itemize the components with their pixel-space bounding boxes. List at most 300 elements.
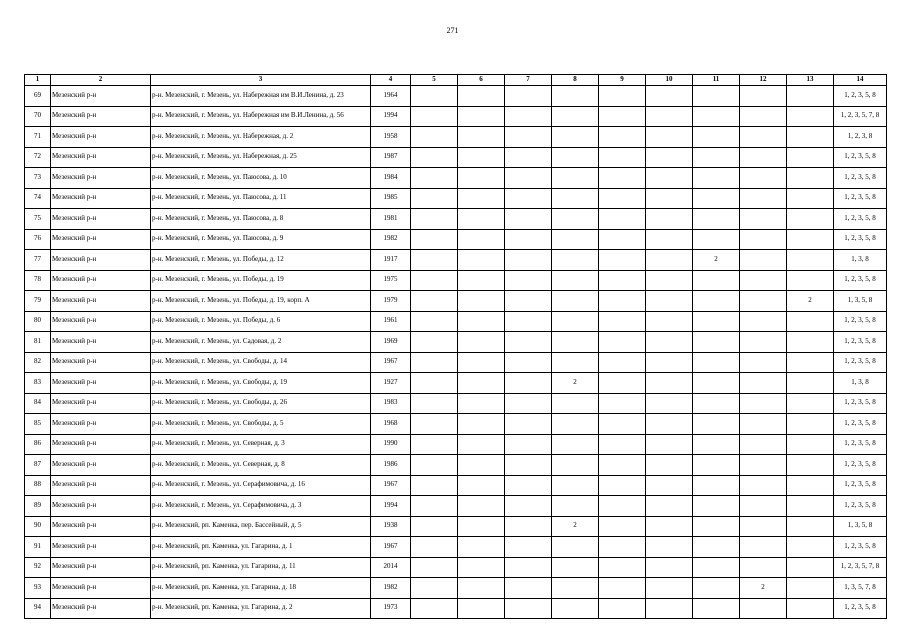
column-6-cell	[458, 537, 505, 558]
column-7-cell	[505, 578, 552, 599]
column-10-cell	[646, 86, 693, 107]
column-12-cell	[740, 168, 787, 189]
column-9-cell	[599, 106, 646, 127]
address-cell: р-н. Мезенский, г. Мезень, ул. Набережная, д. 25	[151, 147, 371, 168]
row-number-cell: 74	[25, 188, 51, 209]
column-10-cell	[646, 229, 693, 250]
column-7-cell	[505, 270, 552, 291]
column-10-cell	[646, 516, 693, 537]
table-row	[25, 127, 887, 148]
column-7-cell	[505, 332, 552, 353]
column-9-cell	[599, 188, 646, 209]
column-12-cell	[740, 291, 787, 312]
year-cell: 1927	[371, 373, 411, 394]
table-row	[25, 455, 887, 476]
column-7-cell	[505, 496, 552, 517]
column-12-cell	[740, 188, 787, 209]
column-9-cell	[599, 414, 646, 435]
column-8-cell	[552, 537, 599, 558]
column-7-cell	[505, 455, 552, 476]
column-10-cell	[646, 291, 693, 312]
column-10-cell	[646, 414, 693, 435]
column-11-cell	[693, 332, 740, 353]
year-cell: 1964	[371, 86, 411, 107]
table-row	[25, 291, 887, 312]
column-7-cell	[505, 291, 552, 312]
codes-cell: 1, 2, 3, 5, 8	[834, 209, 887, 230]
row-number-cell: 72	[25, 147, 51, 168]
column-5-cell	[411, 127, 458, 148]
codes-cell: 1, 3, 8	[834, 373, 887, 394]
column-9-cell	[599, 598, 646, 619]
column-7-cell	[505, 352, 552, 373]
address-cell: р-н. Мезенский, г. Мезень, ул. Паюсова, д. 9	[151, 229, 371, 250]
codes-cell: 1, 2, 3, 5, 8	[834, 598, 887, 619]
column-7-cell	[505, 557, 552, 578]
year-cell: 1984	[371, 168, 411, 189]
column-11-cell	[693, 393, 740, 414]
column-5-cell	[411, 291, 458, 312]
codes-cell: 1, 3, 5, 8	[834, 516, 887, 537]
address-cell: р-н. Мезенский, рп. Каменка, пер. Бассейный, д. 5	[151, 516, 371, 537]
column-9-cell	[599, 537, 646, 558]
address-cell: р-н. Мезенский, г. Мезень, ул. Победы, д. 19	[151, 270, 371, 291]
column-12-cell	[740, 147, 787, 168]
row-number-cell: 93	[25, 578, 51, 599]
column-6-cell	[458, 455, 505, 476]
column-8-cell	[552, 475, 599, 496]
column-11-cell	[693, 209, 740, 230]
column-6-cell	[458, 291, 505, 312]
address-cell: р-н. Мезенский, г. Мезень, ул. Победы, д. 12	[151, 250, 371, 271]
row-number-cell: 94	[25, 598, 51, 619]
column-6-cell	[458, 557, 505, 578]
codes-cell: 1, 2, 3, 5, 8	[834, 332, 887, 353]
column-6-cell	[458, 311, 505, 332]
column-13-cell	[787, 598, 834, 619]
codes-cell: 1, 2, 3, 5, 8	[834, 311, 887, 332]
column-12-cell	[740, 127, 787, 148]
column-6-cell	[458, 578, 505, 599]
column-5-cell	[411, 475, 458, 496]
column-9-cell	[599, 496, 646, 517]
district-cell: Мезенский р-н	[51, 434, 151, 455]
table-row	[25, 168, 887, 189]
address-cell: р-н. Мезенский, г. Мезень, ул. Свободы, д. 26	[151, 393, 371, 414]
codes-cell: 1, 3, 5, 7, 8	[834, 578, 887, 599]
column-13-cell	[787, 537, 834, 558]
column-11-cell	[693, 311, 740, 332]
column-8-cell	[552, 291, 599, 312]
column-11-cell	[693, 516, 740, 537]
column-6-cell	[458, 168, 505, 189]
row-number-cell: 87	[25, 455, 51, 476]
codes-cell: 1, 2, 3, 5, 8	[834, 393, 887, 414]
row-number-cell: 89	[25, 496, 51, 517]
column-13-cell	[787, 496, 834, 517]
column-12-cell	[740, 496, 787, 517]
row-number-cell: 76	[25, 229, 51, 250]
column-7-cell	[505, 229, 552, 250]
district-cell: Мезенский р-н	[51, 352, 151, 373]
address-cell: р-н. Мезенский, рп. Каменка, ул. Гагарина, д. 2	[151, 598, 371, 619]
district-cell: Мезенский р-н	[51, 496, 151, 517]
column-13-cell	[787, 578, 834, 599]
year-cell: 2014	[371, 557, 411, 578]
column-10-cell	[646, 578, 693, 599]
district-cell: Мезенский р-н	[51, 127, 151, 148]
column-9-cell	[599, 209, 646, 230]
row-number-cell: 83	[25, 373, 51, 394]
column-10-cell	[646, 352, 693, 373]
column-12-cell	[740, 332, 787, 353]
table-row	[25, 434, 887, 455]
row-number-cell: 88	[25, 475, 51, 496]
address-cell: р-н. Мезенский, г. Мезень, ул. Паюсова, д. 11	[151, 188, 371, 209]
column-7-cell	[505, 414, 552, 435]
district-cell: Мезенский р-н	[51, 557, 151, 578]
table-row	[25, 188, 887, 209]
column-9-cell	[599, 393, 646, 414]
column-12-cell	[740, 598, 787, 619]
codes-cell: 1, 2, 3, 5, 8	[834, 414, 887, 435]
column-header-7: 7	[505, 75, 552, 86]
column-13-cell: 2	[787, 291, 834, 312]
column-13-cell	[787, 106, 834, 127]
column-header-8: 8	[552, 75, 599, 86]
column-12-cell	[740, 86, 787, 107]
column-9-cell	[599, 578, 646, 599]
year-cell: 1961	[371, 311, 411, 332]
column-8-cell: 2	[552, 516, 599, 537]
column-5-cell	[411, 598, 458, 619]
column-10-cell	[646, 475, 693, 496]
codes-cell: 1, 2, 3, 5, 8	[834, 352, 887, 373]
table-row	[25, 598, 887, 619]
table-row	[25, 270, 887, 291]
codes-cell: 1, 2, 3, 5, 8	[834, 475, 887, 496]
column-12-cell	[740, 106, 787, 127]
column-header-6: 6	[458, 75, 505, 86]
column-11-cell	[693, 434, 740, 455]
column-8-cell	[552, 557, 599, 578]
column-5-cell	[411, 168, 458, 189]
column-10-cell	[646, 373, 693, 394]
column-8-cell	[552, 127, 599, 148]
row-number-cell: 69	[25, 86, 51, 107]
row-number-cell: 82	[25, 352, 51, 373]
column-12-cell	[740, 537, 787, 558]
address-cell: р-н. Мезенский, г. Мезень, ул. Свободы, д. 5	[151, 414, 371, 435]
column-7-cell	[505, 106, 552, 127]
column-8-cell	[552, 496, 599, 517]
column-8-cell	[552, 455, 599, 476]
column-10-cell	[646, 332, 693, 353]
column-12-cell	[740, 270, 787, 291]
column-5-cell	[411, 352, 458, 373]
address-cell: р-н. Мезенский, рп. Каменка, ул. Гагарина, д. 1	[151, 537, 371, 558]
column-5-cell	[411, 557, 458, 578]
column-11-cell: 2	[693, 250, 740, 271]
codes-cell: 1, 3, 5, 8	[834, 291, 887, 312]
column-13-cell	[787, 147, 834, 168]
column-header-4: 4	[371, 75, 411, 86]
column-9-cell	[599, 127, 646, 148]
column-12-cell	[740, 229, 787, 250]
column-6-cell	[458, 598, 505, 619]
column-9-cell	[599, 147, 646, 168]
district-cell: Мезенский р-н	[51, 229, 151, 250]
column-7-cell	[505, 86, 552, 107]
column-5-cell	[411, 332, 458, 353]
column-5-cell	[411, 188, 458, 209]
codes-cell: 1, 2, 3, 5, 8	[834, 86, 887, 107]
column-10-cell	[646, 168, 693, 189]
column-10-cell	[646, 557, 693, 578]
column-6-cell	[458, 393, 505, 414]
district-cell: Мезенский р-н	[51, 373, 151, 394]
column-10-cell	[646, 106, 693, 127]
column-5-cell	[411, 414, 458, 435]
district-cell: Мезенский р-н	[51, 311, 151, 332]
column-9-cell	[599, 168, 646, 189]
row-number-cell: 78	[25, 270, 51, 291]
district-cell: Мезенский р-н	[51, 270, 151, 291]
column-11-cell	[693, 127, 740, 148]
column-6-cell	[458, 373, 505, 394]
address-cell: р-н. Мезенский, г. Мезень, ул. Серафимовича, д. 16	[151, 475, 371, 496]
column-9-cell	[599, 311, 646, 332]
column-12-cell	[740, 475, 787, 496]
column-13-cell	[787, 209, 834, 230]
column-10-cell	[646, 270, 693, 291]
column-7-cell	[505, 188, 552, 209]
column-6-cell	[458, 86, 505, 107]
district-cell: Мезенский р-н	[51, 147, 151, 168]
column-9-cell	[599, 475, 646, 496]
table-row	[25, 352, 887, 373]
column-header-14: 14	[834, 75, 887, 86]
column-13-cell	[787, 373, 834, 394]
codes-cell: 1, 3, 8	[834, 250, 887, 271]
column-11-cell	[693, 475, 740, 496]
column-12-cell	[740, 373, 787, 394]
column-5-cell	[411, 496, 458, 517]
column-header-9: 9	[599, 75, 646, 86]
district-cell: Мезенский р-н	[51, 516, 151, 537]
column-11-cell	[693, 414, 740, 435]
district-cell: Мезенский р-н	[51, 291, 151, 312]
year-cell: 1994	[371, 496, 411, 517]
column-6-cell	[458, 106, 505, 127]
codes-cell: 1, 2, 3, 5, 8	[834, 168, 887, 189]
address-cell: р-н. Мезенский, г. Мезень, ул. Свободы, д. 19	[151, 373, 371, 394]
column-5-cell	[411, 250, 458, 271]
column-8-cell	[552, 86, 599, 107]
column-9-cell	[599, 250, 646, 271]
column-header-13: 13	[787, 75, 834, 86]
column-13-cell	[787, 393, 834, 414]
year-cell: 1975	[371, 270, 411, 291]
column-8-cell	[552, 106, 599, 127]
column-9-cell	[599, 332, 646, 353]
column-9-cell	[599, 86, 646, 107]
address-cell: р-н. Мезенский, г. Мезень, ул. Садовая, д. 2	[151, 332, 371, 353]
year-cell: 1938	[371, 516, 411, 537]
column-9-cell	[599, 557, 646, 578]
column-11-cell	[693, 291, 740, 312]
column-11-cell	[693, 373, 740, 394]
column-11-cell	[693, 578, 740, 599]
year-cell: 1986	[371, 455, 411, 476]
column-8-cell	[552, 229, 599, 250]
column-5-cell	[411, 229, 458, 250]
codes-cell: 1, 2, 3, 5, 8	[834, 188, 887, 209]
address-cell: р-н. Мезенский, г. Мезень, ул. Победы, д. 6	[151, 311, 371, 332]
row-number-cell: 92	[25, 557, 51, 578]
district-cell: Мезенский р-н	[51, 475, 151, 496]
address-cell: р-н. Мезенский, рп. Каменка, ул. Гагарина, д. 11	[151, 557, 371, 578]
column-12-cell	[740, 434, 787, 455]
column-8-cell	[552, 311, 599, 332]
year-cell: 1969	[371, 332, 411, 353]
address-cell: р-н. Мезенский, г. Мезень, ул. Северная, д. 3	[151, 434, 371, 455]
column-9-cell	[599, 455, 646, 476]
column-13-cell	[787, 414, 834, 435]
column-13-cell	[787, 250, 834, 271]
column-10-cell	[646, 455, 693, 476]
year-cell: 1981	[371, 209, 411, 230]
column-11-cell	[693, 537, 740, 558]
column-11-cell	[693, 147, 740, 168]
codes-cell: 1, 2, 3, 5, 8	[834, 455, 887, 476]
year-cell: 1917	[371, 250, 411, 271]
column-13-cell	[787, 86, 834, 107]
table-row	[25, 250, 887, 271]
column-7-cell	[505, 475, 552, 496]
column-6-cell	[458, 332, 505, 353]
table-row	[25, 332, 887, 353]
year-cell: 1987	[371, 147, 411, 168]
column-6-cell	[458, 127, 505, 148]
column-5-cell	[411, 393, 458, 414]
address-cell: р-н. Мезенский, г. Мезень, ул. Паюсова, д. 8	[151, 209, 371, 230]
column-6-cell	[458, 250, 505, 271]
column-5-cell	[411, 373, 458, 394]
column-11-cell	[693, 557, 740, 578]
column-8-cell	[552, 270, 599, 291]
year-cell: 1968	[371, 414, 411, 435]
column-10-cell	[646, 598, 693, 619]
table-row	[25, 86, 887, 107]
column-12-cell	[740, 455, 787, 476]
column-5-cell	[411, 209, 458, 230]
column-6-cell	[458, 270, 505, 291]
column-12-cell	[740, 557, 787, 578]
column-8-cell	[552, 147, 599, 168]
row-number-cell: 73	[25, 168, 51, 189]
year-cell: 1982	[371, 578, 411, 599]
column-8-cell	[552, 414, 599, 435]
district-cell: Мезенский р-н	[51, 209, 151, 230]
district-cell: Мезенский р-н	[51, 106, 151, 127]
table-row	[25, 496, 887, 517]
column-11-cell	[693, 106, 740, 127]
table-row	[25, 516, 887, 537]
column-13-cell	[787, 311, 834, 332]
column-header-2: 2	[51, 75, 151, 86]
column-header-10: 10	[646, 75, 693, 86]
year-cell: 1985	[371, 188, 411, 209]
year-cell: 1979	[371, 291, 411, 312]
table-row	[25, 537, 887, 558]
column-5-cell	[411, 434, 458, 455]
address-cell: р-н. Мезенский, г. Мезень, ул. Серафимовича, д. 3	[151, 496, 371, 517]
year-cell: 1983	[371, 393, 411, 414]
column-13-cell	[787, 455, 834, 476]
table-row	[25, 311, 887, 332]
year-cell: 1990	[371, 434, 411, 455]
codes-cell: 1, 2, 3, 5, 7, 8	[834, 557, 887, 578]
district-cell: Мезенский р-н	[51, 455, 151, 476]
column-10-cell	[646, 188, 693, 209]
column-13-cell	[787, 516, 834, 537]
column-6-cell	[458, 516, 505, 537]
column-10-cell	[646, 127, 693, 148]
column-8-cell: 2	[552, 373, 599, 394]
column-11-cell	[693, 168, 740, 189]
column-8-cell	[552, 188, 599, 209]
district-cell: Мезенский р-н	[51, 393, 151, 414]
row-number-cell: 86	[25, 434, 51, 455]
year-cell: 1967	[371, 475, 411, 496]
column-11-cell	[693, 270, 740, 291]
column-6-cell	[458, 229, 505, 250]
district-cell: Мезенский р-н	[51, 414, 151, 435]
column-10-cell	[646, 393, 693, 414]
row-number-cell: 77	[25, 250, 51, 271]
address-cell: р-н. Мезенский, г. Мезень, ул. Паюсова, д. 10	[151, 168, 371, 189]
column-13-cell	[787, 332, 834, 353]
column-13-cell	[787, 434, 834, 455]
codes-cell: 1, 2, 3, 5, 8	[834, 270, 887, 291]
address-cell: р-н. Мезенский, г. Мезень, ул. Набережная им В.И.Ленина, д. 23	[151, 86, 371, 107]
row-number-cell: 75	[25, 209, 51, 230]
row-number-cell: 91	[25, 537, 51, 558]
row-number-cell: 81	[25, 332, 51, 353]
column-header-12: 12	[740, 75, 787, 86]
column-7-cell	[505, 537, 552, 558]
codes-cell: 1, 2, 3, 5, 8	[834, 229, 887, 250]
row-number-cell: 90	[25, 516, 51, 537]
codes-cell: 1, 2, 3, 5, 7, 8	[834, 106, 887, 127]
address-cell: р-н. Мезенский, рп. Каменка, ул. Гагарина, д. 18	[151, 578, 371, 599]
column-7-cell	[505, 393, 552, 414]
column-7-cell	[505, 598, 552, 619]
column-5-cell	[411, 311, 458, 332]
year-cell: 1967	[371, 352, 411, 373]
address-cell: р-н. Мезенский, г. Мезень, ул. Победы, д. 19, корп. А	[151, 291, 371, 312]
column-8-cell	[552, 332, 599, 353]
column-header-11: 11	[693, 75, 740, 86]
year-cell: 1982	[371, 229, 411, 250]
column-5-cell	[411, 455, 458, 476]
year-cell: 1958	[371, 127, 411, 148]
column-12-cell	[740, 311, 787, 332]
table-body	[25, 86, 887, 619]
column-8-cell	[552, 168, 599, 189]
district-cell: Мезенский р-н	[51, 537, 151, 558]
